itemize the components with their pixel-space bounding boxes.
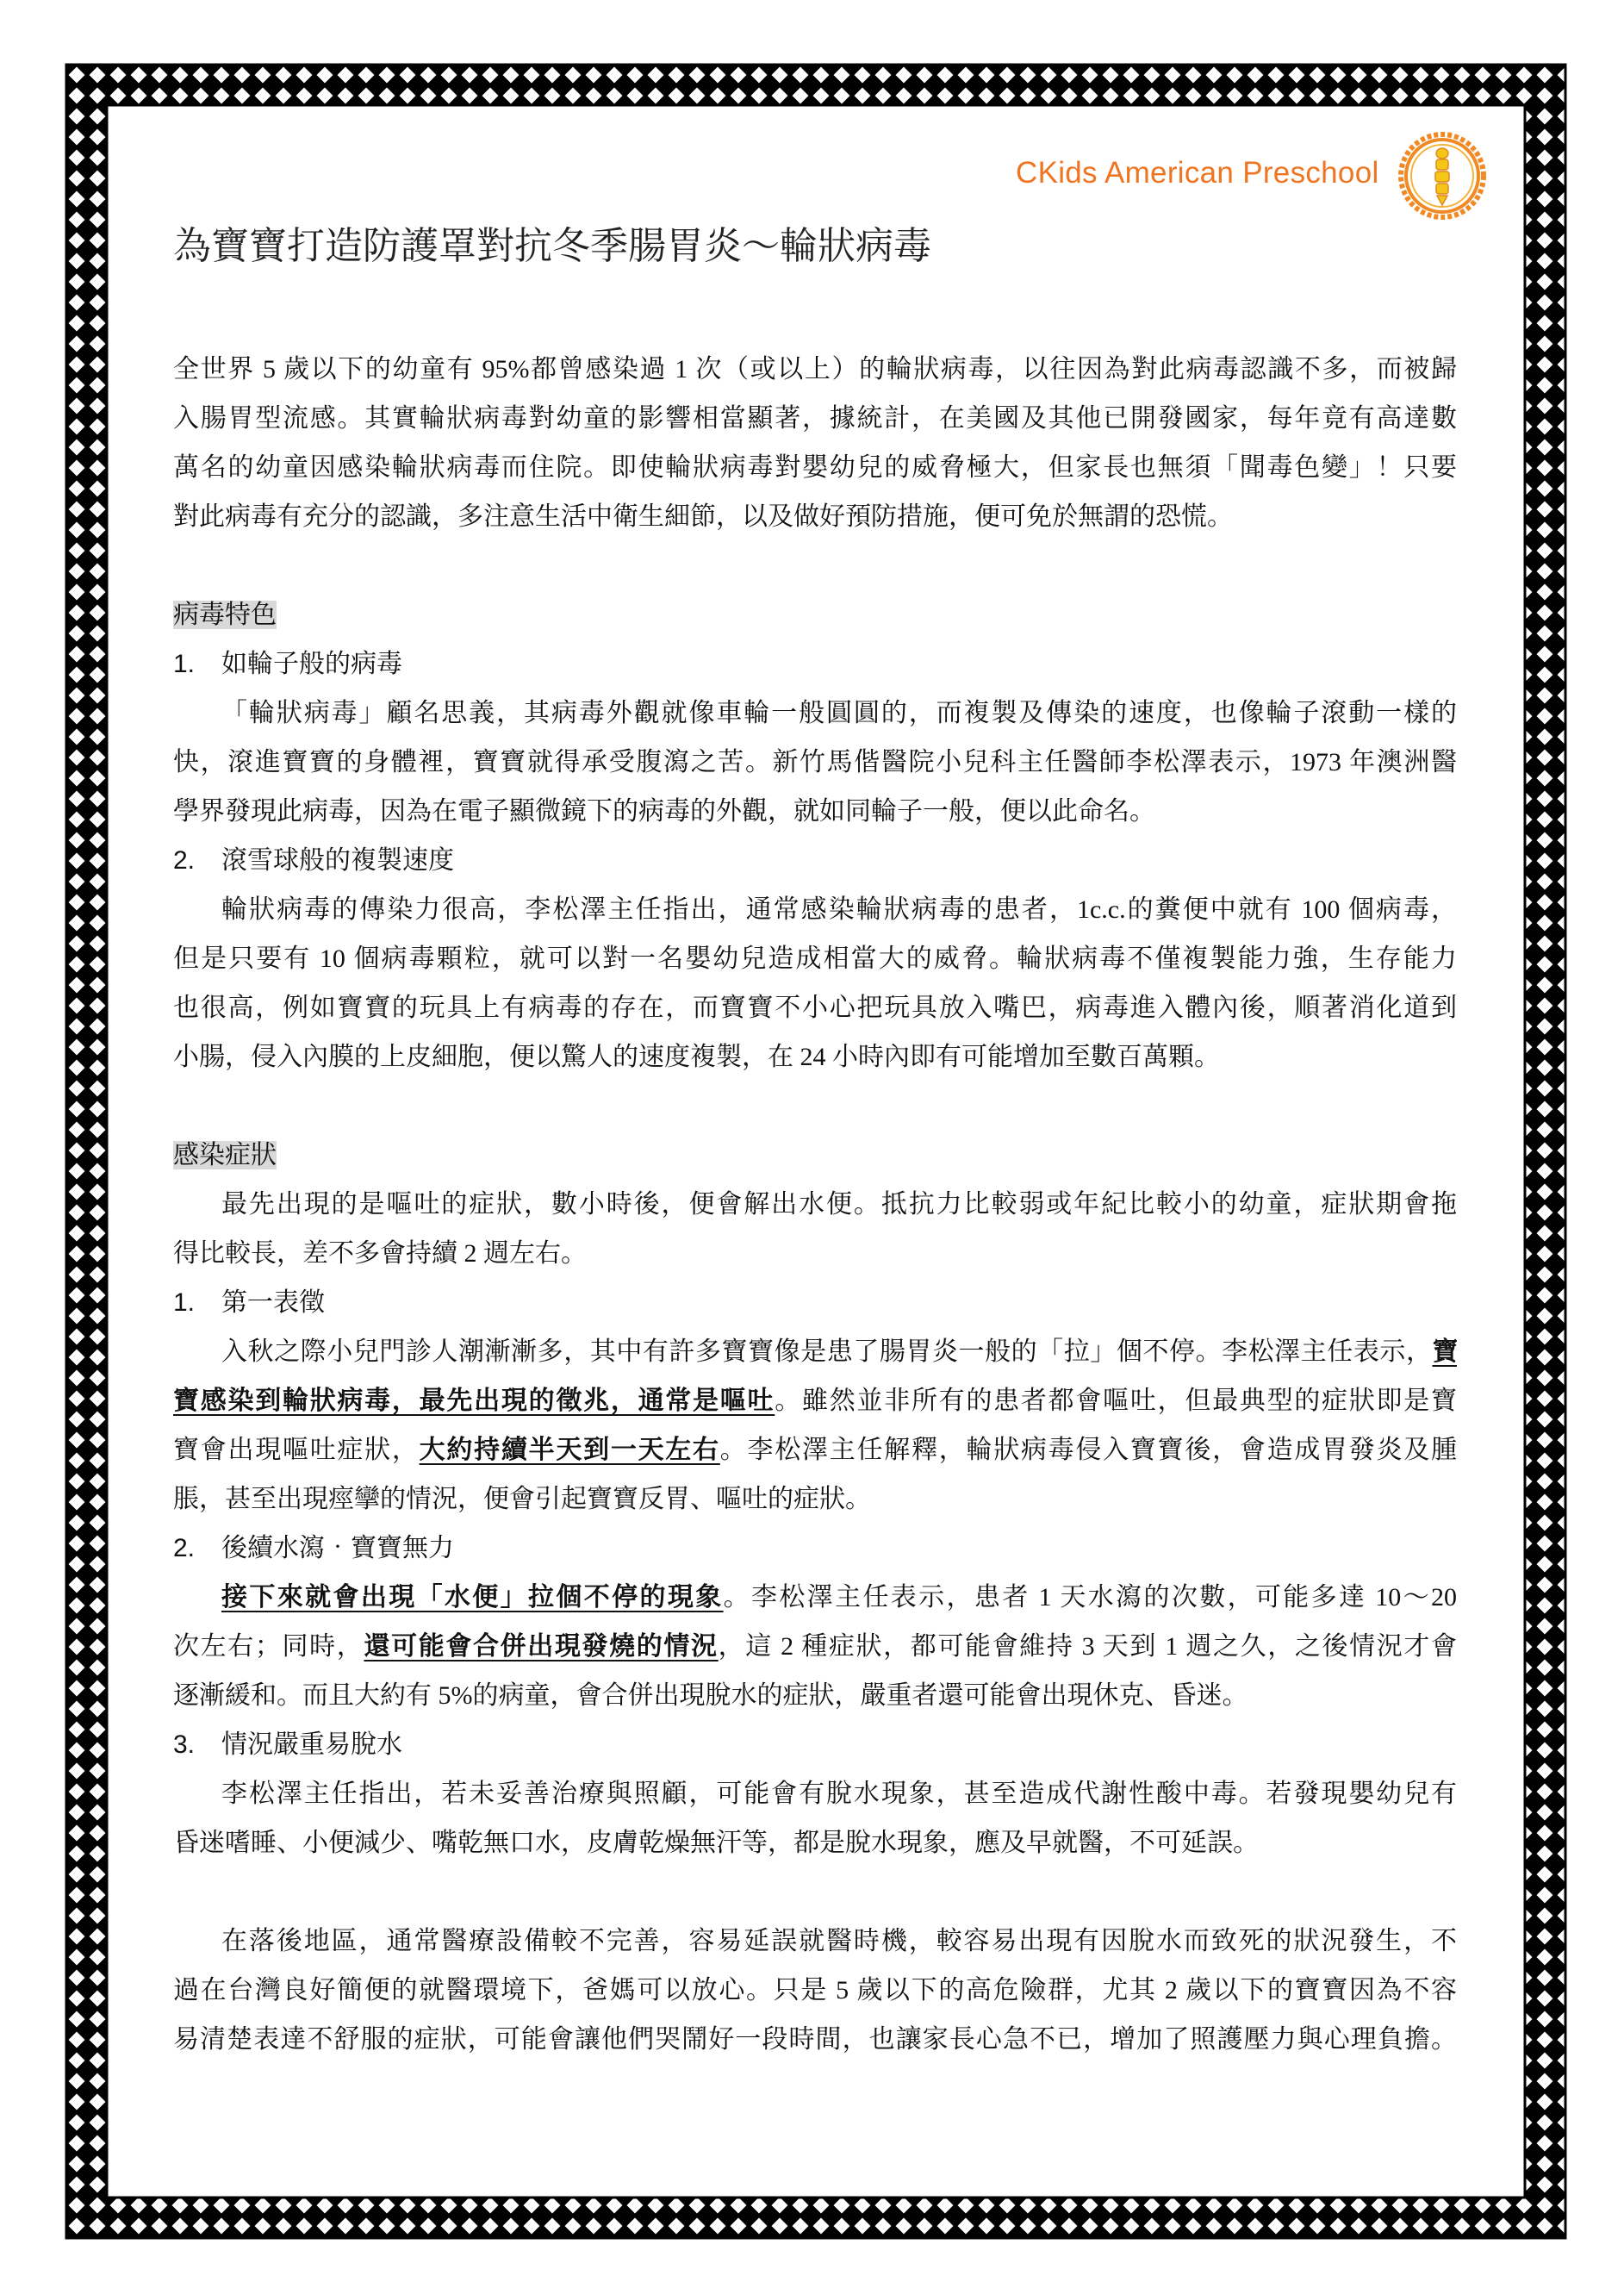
section-heading-text: 病毒特色 bbox=[173, 601, 277, 629]
list-number: 1. bbox=[173, 1288, 196, 1317]
paragraph-line: 輪狀病毒的傳染力很高，李松澤主任指出，通常感染輪狀病毒的患者，1c.c.的糞便中就有 100 個病毒， bbox=[221, 895, 1457, 924]
emphasis-text: 寶感染到輪狀病毒，最先出現的徵兆，通常是嘔吐 bbox=[173, 1387, 775, 1415]
paragraph-line: 逐漸緩和。而且大約有 5%的病童，會合併出現脫水的症狀，嚴重者還可能會出現休克、昏迷。 bbox=[173, 1681, 1248, 1710]
list-item-heading bbox=[173, 639, 1457, 689]
paragraph-line: 李松澤主任指出，若未妥善治療與照顧，可能會有脫水現象，甚至造成代謝性酸中毒。若發現嬰幼兒有 bbox=[221, 1780, 1457, 1808]
list-item-title: 第一表徵 bbox=[221, 1288, 325, 1317]
paragraph-line: 在落後地區，通常醫療設備較不完善，容易延誤就醫時機，較容易出現有因脫水而致死的狀況發生，不 bbox=[221, 1927, 1457, 1955]
spacer bbox=[173, 1082, 1457, 1131]
paragraph-line bbox=[173, 1622, 1457, 1671]
list-item-title: 情況嚴重易脫水 bbox=[221, 1730, 402, 1759]
paragraph-line bbox=[173, 1573, 1457, 1622]
page-title: 為寶寶打造防護罩對抗冬季腸胃炎～輪狀病毒 bbox=[173, 224, 931, 268]
paragraph-line bbox=[173, 1376, 1457, 1425]
paragraph-line: 學界發現此病毒，因為在電子顯微鏡下的病毒的外觀，就如同輪子一般，便以此命名。 bbox=[173, 797, 1155, 826]
logo-figure bbox=[1435, 148, 1449, 205]
text-segment: 。李松澤主任解釋，輪狀病毒侵入寶寶後，會造成胃發炎及腫 bbox=[719, 1436, 1457, 1464]
spacer bbox=[173, 541, 1457, 590]
list-item-paragraph bbox=[173, 1327, 1457, 1524]
emphasis-text: 寶 bbox=[1432, 1337, 1457, 1366]
school-logo-text: CKids American Preschool bbox=[1016, 156, 1379, 190]
paragraph-line: 小腸，侵入內膜的上皮細胞，便以驚人的速度複製，在 24 小時內即有可能增加至數百萬顆。 bbox=[173, 1043, 1220, 1071]
emphasis-text: 接下來就會出現「水便」拉個不停的現象 bbox=[221, 1583, 724, 1612]
list-item-paragraph bbox=[173, 1573, 1457, 1720]
list-item-heading bbox=[173, 1720, 1457, 1769]
paragraph-line: 得比較長，差不多會持續 2 週左右。 bbox=[173, 1239, 587, 1268]
paragraph-line: 但是只要有 10 個病毒顆粒，就可以對一名嬰幼兒造成相當大的威脅。輪狀病毒不僅複製能力強，生存能力 bbox=[173, 945, 1457, 973]
text-segment: 入秋之際小兒門診人潮漸漸多，其中有許多寶寶像是患了腸胃炎一般的「拉」個不停。李松澤主任表示， bbox=[221, 1337, 1433, 1366]
list-item-heading bbox=[173, 836, 1457, 885]
list-item-title: 如輪子般的病毒 bbox=[221, 650, 402, 678]
list-item-title: 滾雪球般的複製速度 bbox=[221, 846, 454, 875]
paragraph-line: 「輪狀病毒」顧名思義，其病毒外觀就像車輪一般圓圓的，而複製及傳染的速度，也像輪子滾動一樣的 bbox=[221, 699, 1457, 727]
text-segment: 。李松澤主任表示，患者 1 天水瀉的次數，可能多達 10～20 bbox=[723, 1583, 1457, 1612]
emphasis-text: 還可能會合併出現發燒的情況 bbox=[364, 1632, 719, 1661]
paragraph-line: 入腸胃型流感。其實輪狀病毒對幼童的影響相當顯著，據統計，在美國及其他已開發國家，每年竟有高達數 bbox=[173, 404, 1457, 433]
closing-paragraph bbox=[173, 1917, 1457, 2064]
text-segment: 。雖然並非所有的患者都會嘔吐，但最典型的症狀即是寶 bbox=[775, 1387, 1457, 1415]
list-number: 3. bbox=[173, 1730, 196, 1759]
list-item-heading bbox=[173, 1278, 1457, 1327]
text-segment: 次左右；同時， bbox=[173, 1632, 364, 1661]
text-segment: ，這 2 種症狀，都可能會維持 3 天到 1 週之久，之後情況才會 bbox=[718, 1632, 1457, 1661]
paragraph-line bbox=[173, 1425, 1457, 1474]
emphasis-text: 大約持續半天到一天左右 bbox=[419, 1436, 720, 1464]
list-item-paragraph bbox=[173, 689, 1457, 836]
school-logo-icon bbox=[1397, 131, 1487, 221]
paragraph-line: 脹，甚至出現痙攣的情況，便會引起寶寶反胃、嘔吐的症狀。 bbox=[173, 1485, 871, 1513]
paragraph-line: 過在台灣良好簡便的就醫環境下，爸媽可以放心。只是 5 歲以下的高危險群，尤其 2 歲以下的寶寶因為不容 bbox=[173, 1976, 1457, 2004]
list-number: 1. bbox=[173, 650, 196, 678]
paragraph-line: 最先出現的是嘔吐的症狀，數小時後，便會解出水便。抵抗力比較弱或年紀比較小的幼童，症狀期會拖 bbox=[221, 1190, 1457, 1219]
intro-paragraph bbox=[173, 345, 1457, 541]
paragraph-line: 萬名的幼童因感染輪狀病毒而住院。即使輪狀病毒對嬰幼兒的威脅極大，但家長也無須「聞毒色變」！只要 bbox=[173, 453, 1457, 482]
section-paragraph bbox=[173, 1180, 1457, 1278]
section-heading-symptoms bbox=[173, 1131, 1457, 1180]
section-heading-virus-features bbox=[173, 590, 1457, 639]
paragraph-line bbox=[173, 1327, 1457, 1376]
paragraph-line: 快，滾進寶寶的身體裡，寶寶就得承受腹瀉之苦。新竹馬偕醫院小兒科主任醫師李松澤表示，1973 年澳洲醫 bbox=[173, 748, 1457, 776]
list-item-heading bbox=[173, 1524, 1457, 1573]
list-number: 2. bbox=[173, 1534, 196, 1562]
paragraph-line: 對此病毒有充分的認識，多注意生活中衛生細節，以及做好預防措施，便可免於無謂的恐慌。 bbox=[173, 502, 1233, 531]
text-segment: 寶會出現嘔吐症狀， bbox=[173, 1436, 420, 1464]
section-heading-text: 感染症狀 bbox=[173, 1141, 277, 1169]
paragraph-line: 易清楚表達不舒服的症狀，可能會讓他們哭鬧好一段時間，也讓家長心急不已，增加了照護壓力與心理負擔。 bbox=[173, 2025, 1457, 2054]
spacer bbox=[173, 1867, 1457, 1917]
paragraph-line: 全世界 5 歲以下的幼童有 95%都曾感染過 1 次（或以上）的輪狀病毒，以往因為對此病毒認識不多，而被歸 bbox=[173, 355, 1457, 383]
paragraph-line: 昏迷嗜睡、小便減少、嘴乾無口水，皮膚乾燥無汗等，都是脫水現象，應及早就醫，不可延誤。 bbox=[173, 1829, 1259, 1857]
list-item-title: 後續水瀉‧寶寶無力 bbox=[221, 1534, 454, 1562]
list-item-paragraph bbox=[173, 1769, 1457, 1867]
paragraph-line: 也很高，例如寶寶的玩具上有病毒的存在，而寶寶不小心把玩具放入嘴巴，病毒進入體內後，順著消化道到 bbox=[173, 994, 1457, 1022]
article-body bbox=[173, 345, 1457, 2064]
list-item-paragraph bbox=[173, 885, 1457, 1082]
list-number: 2. bbox=[173, 846, 196, 875]
